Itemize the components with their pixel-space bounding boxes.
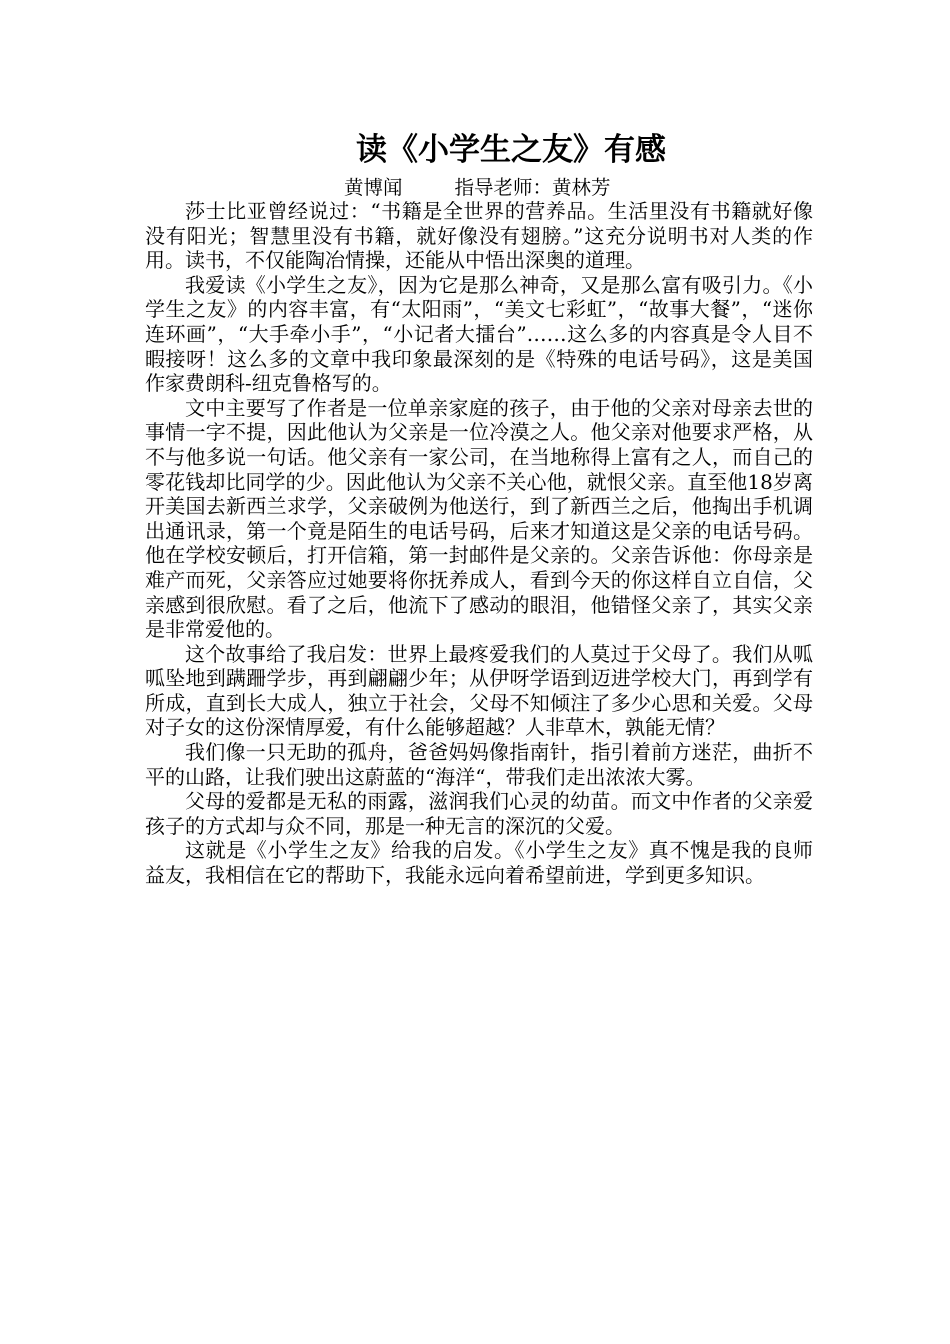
paragraph: 这就是《小学生之友》给我的启发。《小学生之友》真不愧是我的良师益友，我相信在它的帮助下，我能永远向着希望前进，学到更多知识。 — [145, 838, 813, 888]
paragraph: 文中主要写了作者是一位单亲家庭的孩子，由于他的父亲对母亲去世的事情一字不提，因此他认为父亲是一位冷漠之人。他父亲对他要求严格，从不与他多说一句话。他父亲有一家公司，在当地称得上富有之人，而自己的零花钱却比同学的少。因此他认为父亲不关心他，就恨父亲。直至他18岁离开美国去新西兰求学，父亲破例为他送行，到了新西兰之后，他掏出手机调出通讯录，第一个竟是陌生的电话号码，后来才知道这是父亲的电话号码。他在学校安顿后，打开信箱，第一封邮件是父亲的。父亲告诉他：你母亲是难产而死，父亲答应过她要将你抚养成人，看到今天的你这样自立自信，父亲感到很欣慰。看了之后，他流下了感动的眼泪，他错怪父亲了，其实父亲是非常爱他的。 — [145, 395, 813, 642]
paragraph: 莎士比亚曾经说过：“书籍是全世界的营养品。生活里没有书籍就好像没有阳光；智慧里没有书籍，就好像没有翅膀。”这充分说明书对人类的作用。读书，不仅能陶冶情操，还能从中悟出深奥的道理。 — [145, 199, 813, 273]
byline — [344, 174, 611, 202]
teacher-name: 指导老师：黄林芳 — [454, 176, 611, 199]
paragraph: 我爱读《小学生之友》，因为它是那么神奇，又是那么富有吸引力。《小学生之友》的内容丰富，有“太阳雨”，“美文七彩虹”，“故事大餐”，“迷你连环画”，“大手牵小手”，“小记者大擂台”……这么多的内容真是令人目不暇接呀！这么多的文章中我印象最深刻的是《特殊的电话号码》，这是美国作家费朗科-纽克鲁格写的。 — [145, 272, 813, 396]
author-name: 黄博闻 — [344, 176, 403, 199]
paragraph: 父母的爱都是无私的雨露，滋润我们心灵的幼苗。而文中作者的父亲爱孩子的方式却与众不同，那是一种无言的深沉的父爱。 — [145, 789, 813, 838]
paragraph: 我们像一只无助的孤舟，爸爸妈妈像指南针，指引着前方迷茫，曲折不平的山路，让我们驶出这蔚蓝的“海洋“，带我们走出浓浓大雾。 — [145, 740, 813, 789]
paragraph: 这个故事给了我启发：世界上最疼爱我们的人莫过于父母了。我们从呱呱坠地到蹒跚学步，再到翩翩少年；从伊呀学语到迈进学校大门，再到学有所成，直到长大成人，独立于社会，父母不知倾注了多少心思和关爱。父母对子女的这份深情厚爱，有什么能够超越？人非草木，孰能无情？ — [145, 641, 813, 740]
essay-title: 读《小学生之友》有感 — [356, 132, 666, 168]
essay-body — [145, 199, 813, 888]
